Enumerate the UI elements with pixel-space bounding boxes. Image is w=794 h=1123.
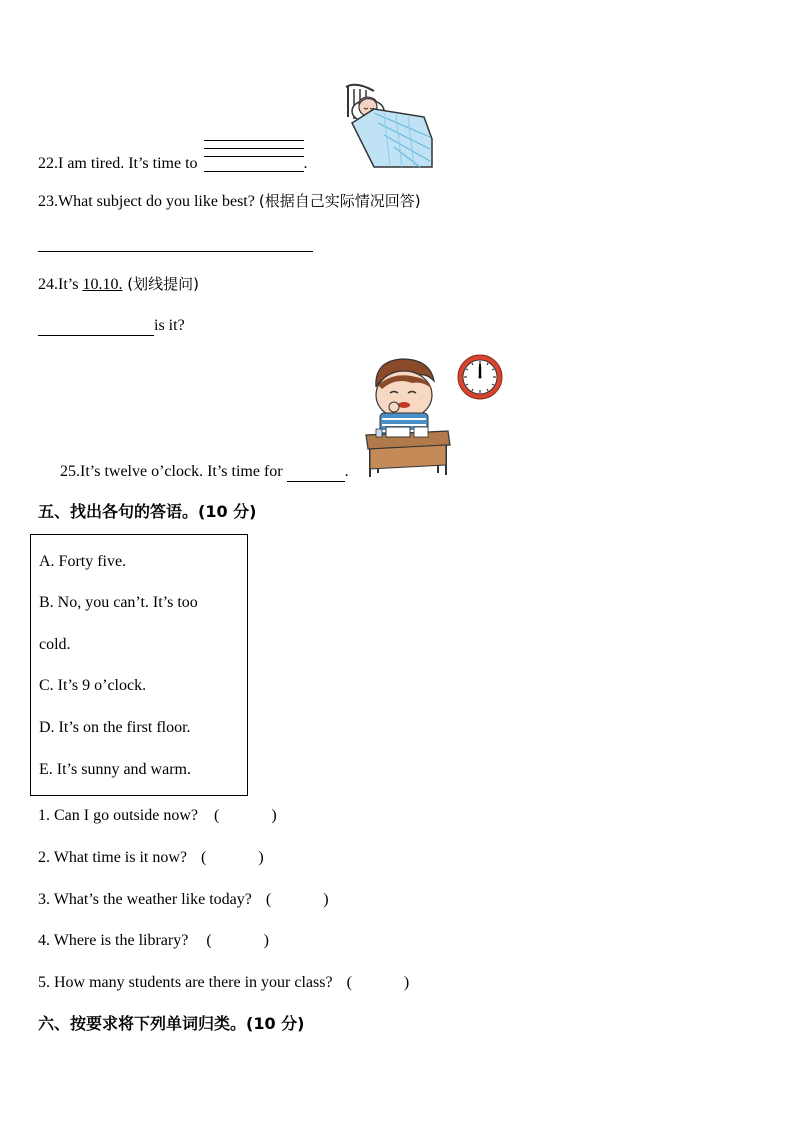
question-24-answer-suffix: is it? xyxy=(154,317,185,334)
section-5-title: 五、找出各句的答语。(10 分) xyxy=(38,502,257,521)
question-22 xyxy=(38,154,308,174)
match-question-3-answer[interactable]: ( ) xyxy=(265,891,329,908)
match-question-5 xyxy=(38,973,409,993)
match-question-4-answer[interactable]: ( ) xyxy=(206,932,269,949)
question-24-answer xyxy=(38,316,185,336)
question-24-underlined: 10.10. xyxy=(82,276,123,293)
match-question-3-text: 3. What’s the weather like today? xyxy=(38,891,252,908)
option-c: C. It’s 9 o’clock. xyxy=(39,677,147,694)
question-24 xyxy=(38,274,199,295)
question-25-period: . xyxy=(344,463,349,480)
section-6-title: 六、按要求将下列单词归类。(10 分) xyxy=(38,1014,305,1033)
option-a: A. Forty five. xyxy=(39,553,127,570)
question-23-note: (根据自己实际情况回答) xyxy=(258,192,421,210)
question-25-text: 25.It’s twelve o’clock. It’s time for xyxy=(60,463,283,480)
match-question-4 xyxy=(38,931,269,951)
option-b-continued: cold. xyxy=(39,636,71,653)
question-22-answer-lines[interactable] xyxy=(204,154,304,174)
option-b: B. No, you can’t. It’s too xyxy=(39,594,198,611)
match-question-1-answer[interactable]: ( ) xyxy=(213,807,277,824)
match-question-2-answer[interactable]: ( ) xyxy=(201,849,264,866)
sleeping-girl-illustration xyxy=(344,83,434,169)
question-23-text: 23.What subject do you like best? xyxy=(38,193,259,210)
question-23 xyxy=(38,191,421,212)
boy-eating-lunch-illustration xyxy=(364,355,452,479)
question-24-note: (划线提问) xyxy=(122,275,199,293)
question-24-prefix: 24.It’s xyxy=(38,276,83,293)
question-25 xyxy=(60,462,349,482)
question-25-answer-blank[interactable] xyxy=(287,463,345,482)
match-question-1-text: 1. Can I go outside now? xyxy=(38,807,198,824)
match-question-5-answer[interactable]: ( ) xyxy=(346,974,410,991)
answer-options-box xyxy=(30,534,248,796)
question-22-text: 22.I am tired. It’s time to xyxy=(38,155,198,172)
match-question-1 xyxy=(38,806,277,826)
question-23-answer-line[interactable] xyxy=(38,251,313,252)
match-question-5-text: 5. How many students are there in your class? xyxy=(38,974,333,991)
option-d: D. It’s on the first floor. xyxy=(39,719,191,736)
wall-clock-icon xyxy=(456,353,504,401)
match-question-4-text: 4. Where is the library? xyxy=(38,932,189,949)
question-24-answer-blank[interactable] xyxy=(38,317,154,336)
match-question-2 xyxy=(38,848,264,868)
match-question-3 xyxy=(38,890,329,910)
option-e: E. It’s sunny and warm. xyxy=(39,761,191,778)
question-22-period: . xyxy=(303,155,308,172)
match-question-2-text: 2. What time is it now? xyxy=(38,849,188,866)
